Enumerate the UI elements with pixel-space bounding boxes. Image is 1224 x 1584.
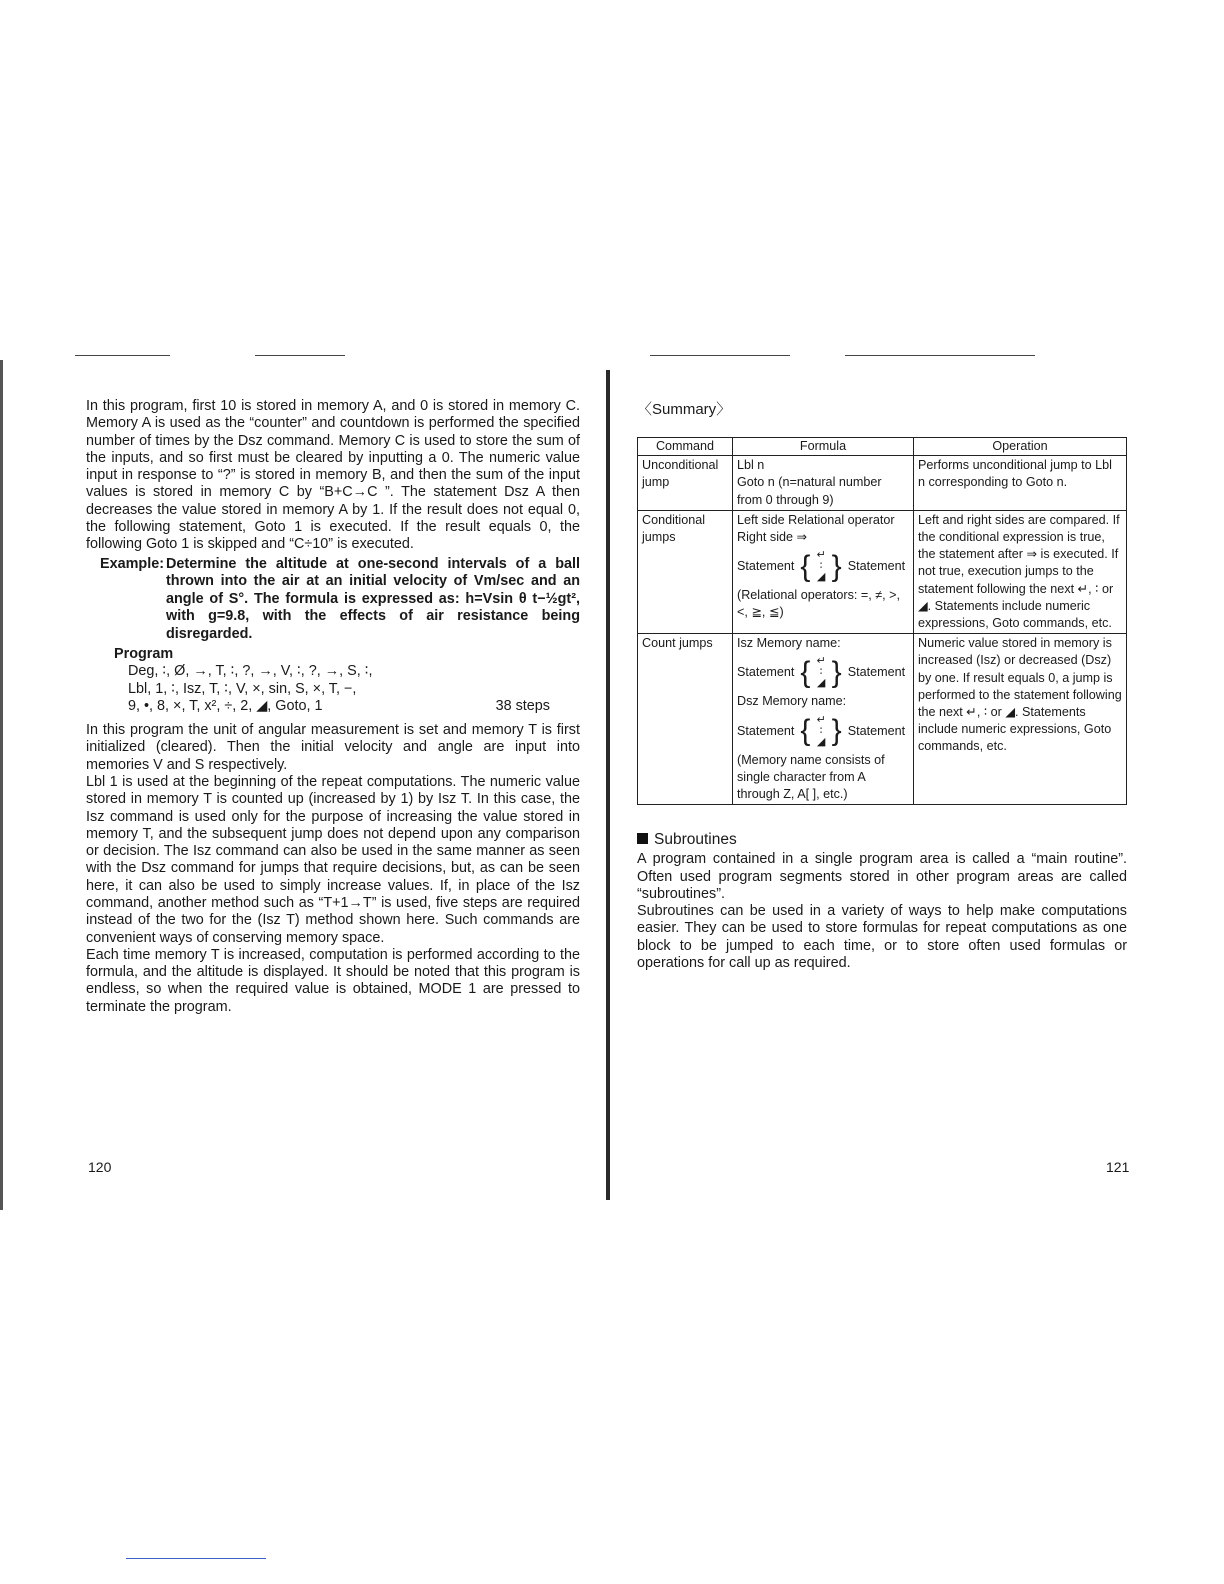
subroutines-paragraph: A program contained in a single program area is called a “main routine”. Often used program segments stored in other program areas are called “subroutines”. — [637, 851, 1127, 902]
top-rule — [845, 355, 1035, 356]
book-binding — [606, 370, 610, 1200]
colon-icon: ∶ — [819, 724, 823, 737]
operation-cell: Left and right sides are compared. If the conditional expression is true, the statement after ⇒ is executed. If not true, execution jumps to the statement following the next ↵, ∶ or ◢. Statements include numeric expressions, Goto commands, etc. — [914, 510, 1127, 633]
header-command: Command — [638, 438, 733, 456]
left-brace-icon: { — [800, 549, 811, 583]
bottom-rule — [126, 1558, 266, 1559]
formula-cell — [733, 634, 914, 805]
example-label: Example: — [100, 555, 164, 572]
formula-cell — [733, 510, 914, 633]
command-cell: Conditional jumps — [638, 510, 733, 633]
display-triangle-icon: ◢ — [816, 571, 826, 584]
explanation-paragraph: In this program the unit of angular measurement is set and memory T is first initialized (cleared). Then the initial velocity and angle are input into memories V and S respectively. — [86, 722, 580, 773]
formula-cell — [733, 456, 914, 511]
formula-line: Dsz Memory name: — [737, 694, 847, 709]
program-line-last — [128, 698, 580, 716]
statement-label: Statement — [737, 559, 795, 574]
right-brace-icon: } — [831, 549, 842, 583]
formula-line: Goto n (n=natural number from 0 through 9) — [737, 475, 882, 507]
formula-note: (Memory name consists of single character from A through Z, A[ ], etc.) — [737, 752, 885, 802]
statement-label: Statement — [737, 723, 795, 738]
statement-group — [737, 550, 909, 583]
colon-icon: ∶ — [819, 666, 823, 679]
statement-label: Statement — [847, 559, 906, 574]
left-scan-edge — [0, 360, 3, 1210]
right-brace-icon: } — [831, 714, 842, 748]
command-cell: Count jumps — [638, 634, 733, 805]
colon-icon: ∶ — [819, 560, 823, 573]
program-line: Lbl, 1, ∶, Isz, T, ∶, V, ×, sin, S, ×, T, −, — [128, 680, 357, 697]
formula-note: (Relational operators: =, ≠, >, <, ≧, ≦) — [737, 588, 901, 620]
example-text: Determine the altitude at one-second intervals of a ball thrown into the air at an initial velocity of Vm/sec and an angle of S°. The formula is expressed as: h=Vsin θ t−½gt², with g=9.8, with the effects of air resistance being disregarded. — [166, 555, 580, 643]
top-rule — [650, 355, 790, 356]
header-formula: Formula — [733, 438, 914, 456]
table-row — [638, 510, 1127, 633]
table-row — [638, 634, 1127, 805]
top-rule — [255, 355, 345, 356]
return-arrow-icon: ↵ — [816, 713, 826, 726]
separator-symbols — [816, 550, 825, 583]
program-label: Program — [114, 645, 174, 662]
right-brace-icon: } — [831, 655, 842, 689]
separator-symbols — [816, 715, 825, 748]
explanation-paragraph: Each time memory T is increased, computation is performed according to the formula, and the altitude is displayed. It should be noted that this program is endless, so when the required value is obtained, MODE 1 are pressed to terminate the program. — [86, 946, 580, 1015]
subroutines-heading-text: Subroutines — [654, 831, 737, 849]
left-brace-icon: { — [800, 655, 811, 689]
command-cell: Unconditional jump — [638, 456, 733, 511]
formula-line: Isz Memory name: — [737, 636, 841, 651]
operation-cell: Performs unconditional jump to Lbl n corresponding to Goto n. — [914, 456, 1127, 511]
program-line: 9, •, 8, ×, T, x², ÷, 2, ◢, Goto, 1 — [128, 698, 323, 715]
display-triangle-icon: ◢ — [816, 735, 826, 748]
statement-label: Statement — [847, 723, 906, 738]
header-operation: Operation — [914, 438, 1127, 456]
statement-group — [737, 715, 909, 748]
return-arrow-icon: ↵ — [816, 655, 826, 668]
right-page — [637, 398, 1127, 972]
separator-symbols — [816, 656, 825, 689]
page-number-right: 121 — [1106, 1159, 1130, 1175]
statement-label: Statement — [737, 665, 795, 680]
intro-paragraph: In this program, first 10 is stored in memory A, and 0 is stored in memory C. Memory A is used as the “counter” and countdown is performed the specified number of times by the Dsz command. Memory C is used to store the sum of the inputs, and so first must be cleared by inputting a 0. The numeric value input in response to “?” is stored in memory B, and then the sum of the input values is stored in memory C by “B+C→C ”. The statement Dsz A then decreases the value stored in memory A by 1. If the result does not equal 0, the following statement, Goto 1 is executed. If the result equals 0, the following Goto 1 is skipped and “C÷10” is executed. — [86, 398, 580, 553]
formula-line: Lbl n — [737, 458, 765, 473]
table-row — [638, 456, 1127, 511]
left-page — [86, 398, 580, 1016]
step-count: 38 steps — [495, 698, 550, 715]
statement-label: Statement — [847, 665, 906, 680]
return-arrow-icon: ↵ — [816, 549, 826, 562]
page-number-left: 120 — [88, 1159, 112, 1175]
explanation-paragraph: Lbl 1 is used at the beginning of the repeat computations. The numeric value stored in memory T is counted up (increased by 1) by Isz T. In this case, the Isz command is used only for the purpose of increasing the value stored in memory T, and the subsequent jump does not depend upon any comparison or decision. The Isz command can also be used in the same manner as seen with the Dsz command for jumps that require decisions, but, as can be seen here, it can also be used to simply increase values. If, in place of the Isz command, another method such as “T+1→T” is used, five steps are required instead of the two for the (Isz T) method shown here. Such commands are convenient ways of conserving memory space. — [86, 773, 580, 946]
table-header-row — [638, 438, 1127, 456]
summary-title: 〈Summary〉 — [637, 401, 732, 418]
left-brace-icon: { — [800, 714, 811, 748]
formula-line: Left side Relational operator Right side ⇒ — [737, 512, 895, 545]
display-triangle-icon: ◢ — [816, 677, 826, 690]
summary-table — [637, 437, 1127, 805]
subroutines-heading — [637, 831, 1127, 849]
top-rule — [75, 355, 170, 356]
bullet-square-icon — [637, 833, 648, 844]
statement-group — [737, 656, 909, 689]
subroutines-paragraph: Subroutines can be used in a variety of ways to help make computations easier. They can be used to store formulas for repeat computations as one block to be jumped to each time, or to store often used formulas or operations for call up as required. — [637, 903, 1127, 972]
example-block — [100, 556, 580, 644]
operation-cell: Numeric value stored in memory is increased (Isz) or decreased (Dsz) by one. If result equals 0, a jump is performed to the statement following the next ↵, ∶ or ◢. Statements include numeric expressions, Goto commands, etc. — [914, 634, 1127, 805]
program-line: Deg, ∶, Ø, →, T, ∶, ?, →, V, ∶, ?, →, S, ∶, — [128, 663, 373, 680]
